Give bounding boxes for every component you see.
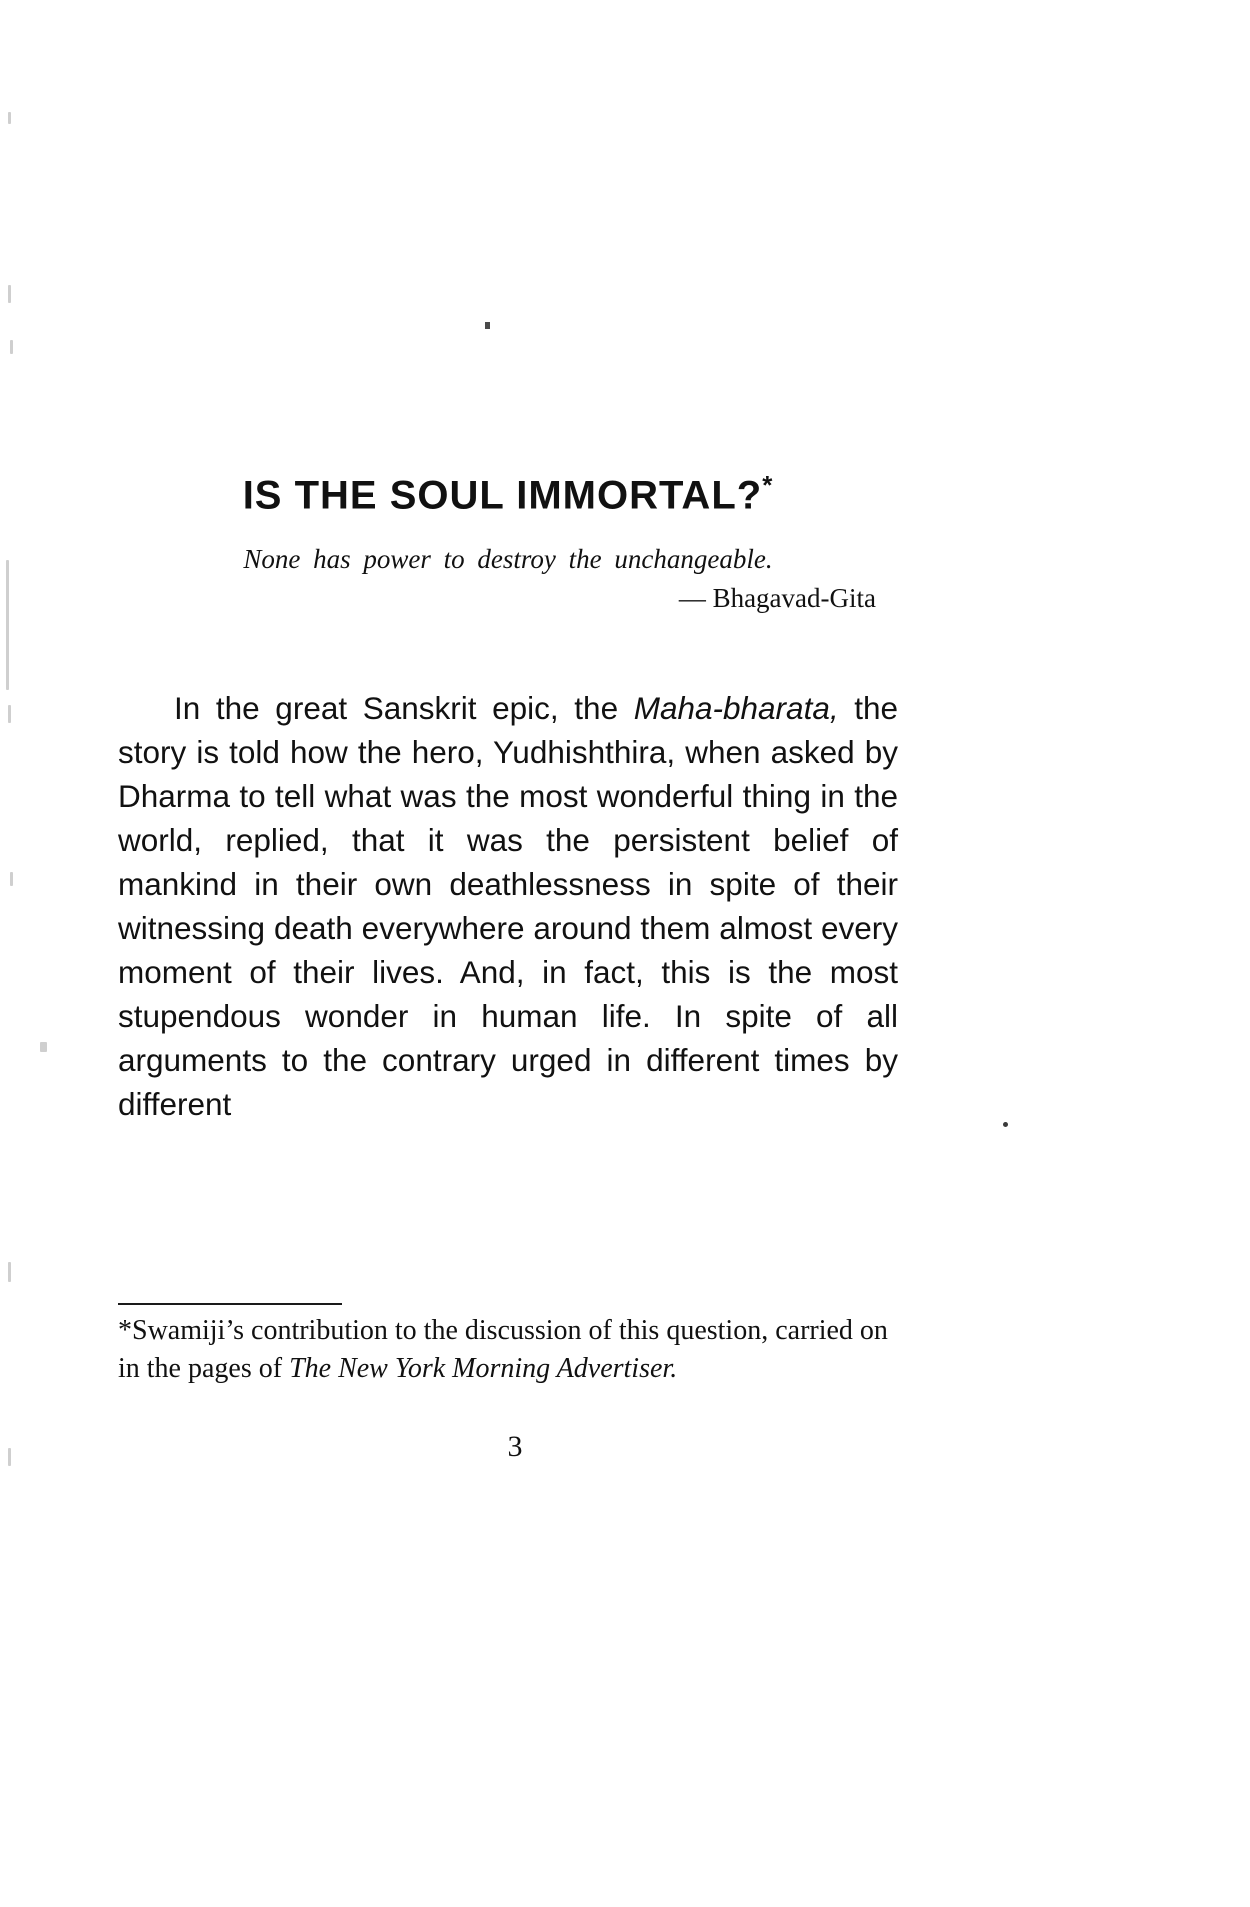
scan-artifact	[8, 112, 11, 124]
body-text-part-1: In the great Sanskrit epic, the	[174, 690, 634, 727]
footnote-marker: *	[762, 470, 774, 500]
body-paragraph	[118, 686, 898, 1126]
footnote-italic-publication: The New York Morning Advertiser.	[289, 1353, 678, 1384]
body-text-italic-title: Maha-bharata,	[633, 690, 839, 727]
footnote	[118, 1312, 900, 1388]
scan-artifact	[10, 872, 13, 886]
page-title	[118, 470, 898, 518]
scan-artifact	[8, 285, 11, 303]
epigraph-quote: None has power to destroy the unchangeable.	[243, 544, 773, 575]
page-content	[118, 470, 898, 1126]
scan-speck	[1003, 1122, 1008, 1127]
scan-artifact	[10, 340, 13, 354]
page-number: 3	[507, 1430, 523, 1463]
scan-artifact	[8, 1262, 11, 1282]
scan-speck	[485, 322, 490, 329]
body-text-part-2: the story is told how the hero, Yudhishthira, when asked by Dharma to tell what was the most wonderful thing in the world, replied, that it was the persistent belief of mankind in their own deathlessness in spite of their witnessing death everywhere around them almost every moment of their lives. And, in fact, this is the most stupendous wonder in human life. In spite of all arguments to the contrary urged in different times by different	[118, 690, 899, 1123]
scan-artifact	[8, 705, 11, 723]
footnote-text: *Swamiji’s contribution to the discussion of this question, carried on in the pages of	[118, 1315, 888, 1384]
page-title-text: IS THE SOUL IMMORTAL?	[242, 473, 763, 518]
scan-artifact	[6, 560, 9, 690]
scan-artifact	[40, 1042, 47, 1052]
footnote-divider	[118, 1303, 342, 1305]
epigraph-attribution: — Bhagavad-Gita	[678, 583, 876, 614]
